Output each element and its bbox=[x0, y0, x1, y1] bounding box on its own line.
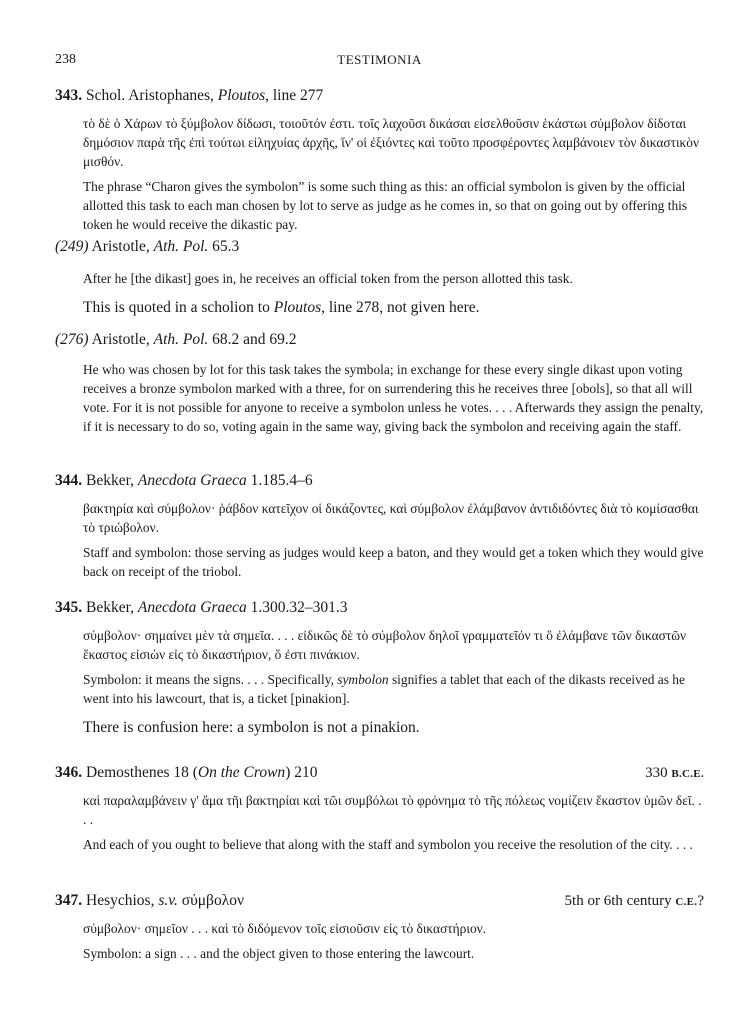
editor-note: There is confusion here: a symbolon is not a pinakion. bbox=[83, 719, 420, 736]
entry-heading bbox=[55, 763, 704, 783]
entry-locator: 65.3 bbox=[208, 238, 240, 255]
editor-note: This is quoted in a scholion to Ploutos, line 278, not given here. bbox=[83, 299, 480, 316]
entry-work: Anecdota Graeca bbox=[137, 472, 247, 489]
translation: Symbolon: it means the signs. . . . Specifically, symbolon signifies a tablet that each of the dikasts received as he went into his lawcourt, that is, a ticket [pinakion]. bbox=[83, 672, 685, 706]
page-number: 238 bbox=[55, 52, 76, 67]
entry-locator: 68.2 and 69.2 bbox=[208, 331, 297, 348]
entry-source: Bekker, bbox=[86, 472, 138, 489]
entry-heading bbox=[55, 471, 704, 491]
entry-249 bbox=[55, 237, 704, 318]
entry-source: Bekker, bbox=[86, 599, 138, 616]
entry-date: 330 B.C.E. bbox=[645, 765, 704, 781]
entry-source: Aristotle, bbox=[91, 238, 154, 255]
translation: After he [the dikast] goes in, he receives an official token from the person allotted this task. bbox=[83, 271, 573, 286]
entry-locator: , line 277 bbox=[265, 87, 324, 104]
entry-heading bbox=[55, 598, 704, 618]
entry-343 bbox=[55, 86, 704, 234]
entry-number: 346. bbox=[55, 764, 83, 781]
greek-text: τὸ δὲ ὁ Χάρων τὸ ξύμβολον δίδωσι, τοιοῦτόν ἐστι. τοῖς λαχοῦσι δικάσαι εἰσελθοῦσιν ἑκάστωι σύμβολον δίδοται δημόσιον παρὰ τῆς ἐπὶ τούτωι εἰληχυίας ἀρχῆς, ἵν' οἱ ἐξιόντες καὶ τοῦτο προσφέροντες λαμβάνοιεν τὸν δικαστικὸν μισθόν. bbox=[83, 116, 700, 169]
entry-work: Ath. Pol. bbox=[153, 331, 209, 348]
entry-number: 345. bbox=[55, 599, 83, 616]
translation: He who was chosen by lot for this task takes the symbola; in exchange for these every single dikast upon voting receives a bronze symbolon marked with a three, for on surrendering this he receives three [obols], so that all will vote. For it is not possible for anyone to receive a symbolon unless he votes. . . . Afterwards they assign the penalty, if it is necessary to do so, voting again in the same way, giving back the symbolon and receiving again the staff. bbox=[83, 362, 704, 434]
running-header bbox=[55, 52, 704, 72]
entry-locator: 1.300.32–301.3 bbox=[246, 599, 348, 616]
entry-work: Anecdota Graeca bbox=[137, 599, 247, 616]
entry-number: 343. bbox=[55, 87, 83, 104]
running-title: TESTIMONIA bbox=[337, 52, 422, 67]
entry-347 bbox=[55, 891, 704, 963]
translation: Staff and symbolon: those serving as judges would keep a baton, and they would get a token which they would give back on receipt of the triobol. bbox=[83, 545, 704, 579]
entry-344 bbox=[55, 471, 704, 581]
entry-work: Ath. Pol. bbox=[153, 238, 209, 255]
greek-text: σύμβολον· σημαίνει μὲν τὰ σημεῖα. . . . εἰδικῶς δὲ τὸ σύμβολον δηλοῖ γραμματεῖόν τι ὃ ἐλάμβανε τῶν δικαστῶν ἕκαστος εἰσιὼν εἰς τὸ δικαστήριον, ὅ ἐστι πινάκιον. bbox=[83, 628, 687, 662]
entry-heading bbox=[55, 891, 704, 911]
entry-source: Schol. Aristophanes, bbox=[86, 87, 218, 104]
entry-heading bbox=[55, 86, 704, 106]
translation: Symbolon: a sign . . . and the object given to those entering the lawcourt. bbox=[83, 946, 475, 961]
entry-work: On the Crown bbox=[197, 764, 286, 781]
greek-text: σύμβολον· σημεῖον . . . καὶ τὸ διδόμενον τοῖς εἰσιοῦσιν εἰς τὸ δικαστήριον. bbox=[83, 921, 487, 936]
entry-number: (276) bbox=[55, 331, 89, 348]
entry-number: 347. bbox=[55, 892, 83, 909]
entry-source: Hesychios, bbox=[86, 892, 159, 909]
entry-346 bbox=[55, 763, 704, 854]
entry-heading bbox=[55, 330, 704, 350]
translation: The phrase “Charon gives the symbolon” is some such thing as this: an official symbolon is given by the official allotted this task to each man chosen by lot to serve as judge as he comes in, so that on going out by offering this token he would receive the dikastic pay. bbox=[83, 179, 688, 232]
entry-date: 5th or 6th century C.E.? bbox=[564, 893, 704, 909]
greek-text: βακτηρία καὶ σύμβολον· ῥάβδον κατεῖχον οἱ δικάζοντες, καὶ σύμβολον ἐλάμβανον ἀντιδιδόντες διὰ τὸ κομίσασθαι τὸ τριώβολον. bbox=[83, 501, 699, 535]
entry-locator: ) 210 bbox=[285, 764, 318, 781]
entry-work: Ploutos bbox=[217, 87, 266, 104]
entry-number: (249) bbox=[55, 238, 89, 255]
entry-source: Demosthenes 18 ( bbox=[86, 764, 198, 781]
entry-276 bbox=[55, 330, 704, 436]
greek-text: καὶ παραλαμβάνειν γ' ἅμα τῆι βακτηρίαι καὶ τῶι συμβόλωι τὸ φρόνημα τὸ τῆς πόλεως νομίζειν ἕκαστον ὑμῶν δεῖ. . . . bbox=[83, 793, 702, 827]
entry-work: s.v. bbox=[158, 892, 178, 909]
entry-locator: 1.185.4–6 bbox=[246, 472, 313, 489]
entry-heading bbox=[55, 237, 704, 257]
entry-345 bbox=[55, 598, 704, 738]
entry-source: Aristotle, bbox=[91, 331, 154, 348]
entry-number: 344. bbox=[55, 472, 83, 489]
entry-locator: σύμβολον bbox=[177, 892, 244, 909]
translation: And each of you ought to believe that along with the staff and symbolon you receive the resolution of the city. . . . bbox=[83, 837, 693, 852]
